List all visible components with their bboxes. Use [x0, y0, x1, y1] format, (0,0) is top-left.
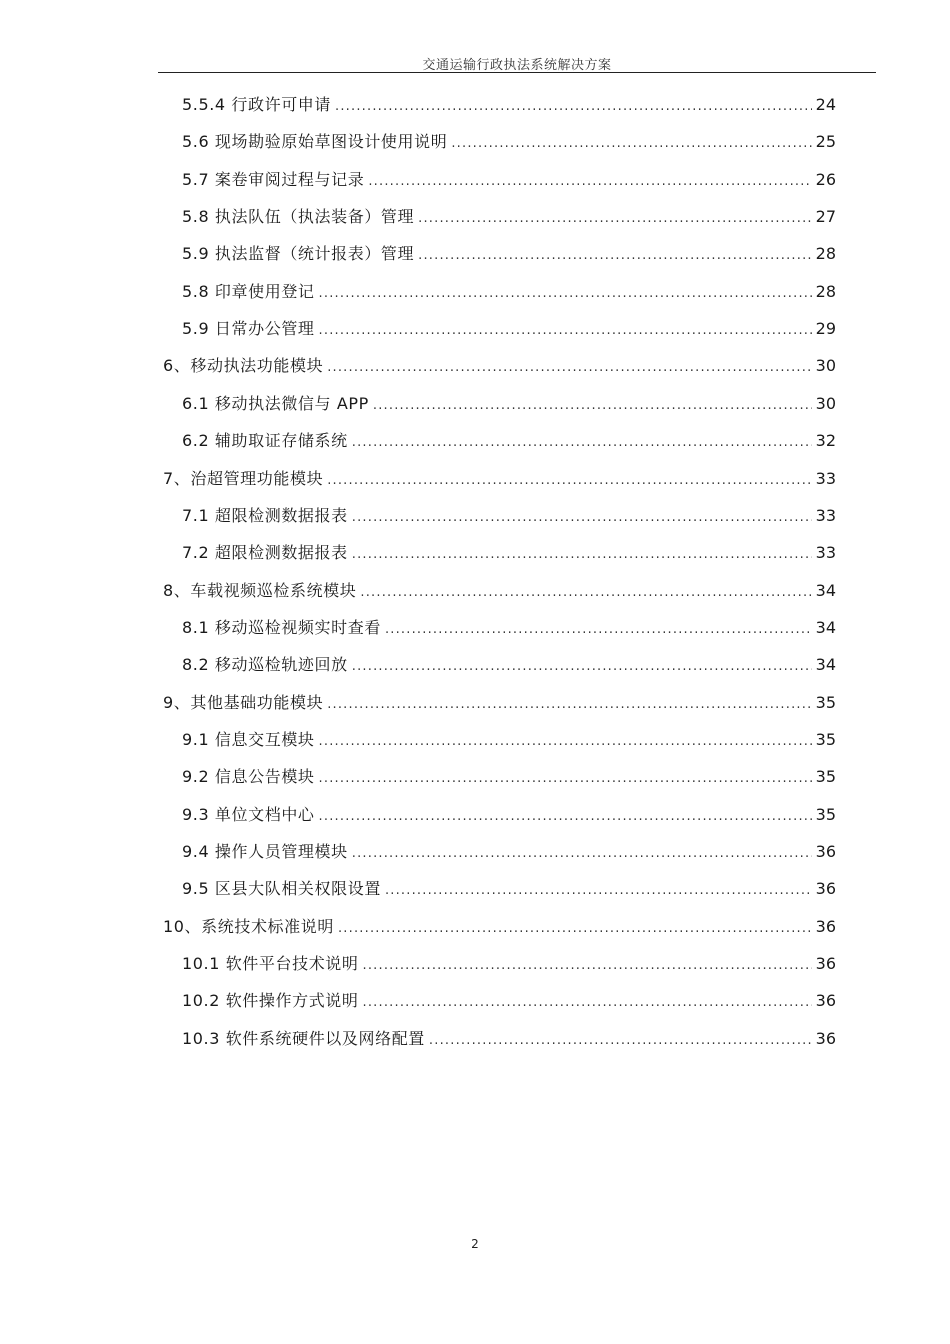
toc-entry-label: 8、车载视频巡检系统模块: [163, 580, 357, 600]
toc-entry-label: 9.3 单位文档中心: [182, 804, 315, 824]
toc-entry[interactable]: [163, 347, 836, 384]
toc-entry[interactable]: [182, 870, 836, 907]
toc-entry-page-number: 26: [815, 169, 836, 189]
toc-dot-leader: [363, 947, 812, 982]
toc-dot-leader: [319, 312, 812, 347]
toc-entry-label: 5.9 执法监督（统计报表）管理: [182, 244, 415, 264]
toc-entry-page-number: 35: [815, 804, 836, 824]
toc-entry[interactable]: [182, 758, 836, 795]
toc-entry-label: 10.1 软件平台技术说明: [182, 954, 359, 974]
toc-dot-leader: [360, 574, 811, 609]
toc-entry-page-number: 30: [815, 356, 836, 376]
toc-entry-page-number: 36: [815, 1028, 836, 1048]
toc-entry[interactable]: [182, 945, 836, 982]
toc-entry[interactable]: [182, 833, 836, 870]
toc-entry-label: 5.7 案卷审阅过程与记录: [182, 169, 365, 189]
toc-dot-leader: [319, 798, 812, 833]
toc-entry-label: 5.8 执法队伍（执法装备）管理: [182, 207, 415, 227]
toc-entry-page-number: 30: [815, 393, 836, 413]
toc-entry-page-number: 35: [815, 692, 836, 712]
toc-entry-label: 9.4 操作人员管理模块: [182, 842, 348, 861]
toc-entry-label: 6.1 移动执法微信与 APP: [182, 393, 369, 413]
toc-entry[interactable]: [182, 1020, 836, 1057]
toc-entry-page-number: 35: [815, 767, 836, 787]
toc-entry[interactable]: [182, 198, 836, 235]
toc-dot-leader: [338, 910, 812, 945]
toc-entry-label: 7.1 超限检测数据报表: [182, 505, 348, 525]
toc-entry[interactable]: [182, 123, 836, 160]
toc-entry-page-number: 27: [815, 207, 836, 227]
toc-entry-page-number: 29: [815, 319, 836, 339]
toc-dot-leader: [319, 723, 812, 758]
toc-dot-leader: [327, 686, 811, 721]
toc-dot-leader: [352, 499, 812, 534]
toc-entry[interactable]: [182, 721, 836, 758]
toc-entry-page-number: 36: [815, 991, 836, 1011]
toc-dot-leader: [418, 200, 812, 235]
toc-entry[interactable]: [182, 982, 836, 1019]
toc-dot-leader: [319, 760, 812, 795]
toc-entry[interactable]: [182, 646, 836, 683]
toc-entry[interactable]: [182, 385, 836, 422]
toc-dot-leader: [373, 387, 812, 422]
toc-entry-label: 5.8 印章使用登记: [182, 281, 315, 301]
toc-entry[interactable]: [163, 572, 836, 609]
toc-dot-leader: [429, 1022, 812, 1057]
toc-entry-label: 8.1 移动巡检视频实时查看: [182, 617, 381, 637]
toc-entry-page-number: 34: [815, 655, 836, 675]
toc-entry-page-number: 34: [815, 580, 836, 600]
toc-entry[interactable]: [182, 235, 836, 272]
toc-entry-page-number: 36: [815, 842, 836, 861]
toc-dot-leader: [352, 424, 812, 459]
toc-entry[interactable]: [182, 310, 836, 347]
toc-entry-page-number: 24: [815, 95, 836, 114]
toc-dot-leader: [418, 237, 812, 272]
toc-entry-label: 6.2 辅助取证存储系统: [182, 431, 348, 451]
toc-dot-leader: [368, 163, 811, 198]
toc-dot-leader: [335, 88, 812, 123]
toc-dot-leader: [363, 984, 812, 1019]
toc-entry[interactable]: [163, 684, 836, 721]
toc-entry-label: 9.5 区县大队相关权限设置: [182, 879, 381, 899]
toc-entry-page-number: 36: [815, 916, 836, 936]
toc-entry-label: 10.3 软件系统硬件以及网络配置: [182, 1028, 425, 1048]
toc-entry-page-number: 36: [815, 879, 836, 899]
toc-dot-leader: [451, 125, 811, 160]
toc-dot-leader: [385, 611, 812, 646]
toc-entry[interactable]: [182, 422, 836, 459]
toc-dot-leader: [327, 349, 811, 384]
header-divider: [158, 72, 876, 73]
toc-entry-page-number: 35: [815, 729, 836, 749]
toc-dot-leader: [352, 536, 812, 571]
toc-entry[interactable]: [182, 273, 836, 310]
page-number: 2: [471, 1237, 479, 1251]
toc-entry-page-number: 34: [815, 617, 836, 637]
toc-entry-label: 7.2 超限检测数据报表: [182, 543, 348, 563]
toc-entry[interactable]: [163, 460, 836, 497]
toc-dot-leader: [352, 648, 812, 683]
toc-entry[interactable]: [182, 796, 836, 833]
toc-entry-label: 9、其他基础功能模块: [163, 692, 324, 712]
toc-entry-label: 7、治超管理功能模块: [163, 468, 324, 488]
toc-entry-page-number: 33: [815, 505, 836, 525]
toc-entry-page-number: 28: [815, 244, 836, 264]
toc-entry-label: 9.2 信息公告模块: [182, 767, 315, 787]
toc-entry-page-number: 28: [815, 281, 836, 301]
toc-entry-label: 8.2 移动巡检轨迹回放: [182, 655, 348, 675]
toc-entry[interactable]: [182, 497, 836, 534]
toc-entry[interactable]: [182, 86, 836, 123]
running-header: 交通运输行政执法系统解决方案: [422, 58, 612, 73]
toc-entry-label: 5.9 日常办公管理: [182, 319, 315, 339]
toc-entry-label: 6、移动执法功能模块: [163, 356, 324, 376]
toc-entry-label: 5.6 现场勘验原始草图设计使用说明: [182, 132, 448, 152]
toc-dot-leader: [319, 275, 812, 310]
toc-entry[interactable]: [182, 609, 836, 646]
toc-entry[interactable]: [182, 161, 836, 198]
toc-entry-label: 5.5.4 行政许可申请: [182, 95, 331, 114]
toc-entry-label: 9.1 信息交互模块: [182, 729, 315, 749]
toc-dot-leader: [352, 835, 812, 870]
toc-entry[interactable]: [182, 534, 836, 571]
toc-dot-leader: [327, 462, 811, 497]
toc-entry-page-number: 33: [815, 468, 836, 488]
toc-entry-page-number: 33: [815, 543, 836, 563]
toc-entry-label: 10、系统技术标准说明: [163, 916, 334, 936]
toc-entry-page-number: 36: [815, 954, 836, 974]
toc-entry-page-number: 32: [815, 431, 836, 451]
toc-dot-leader: [385, 872, 812, 907]
toc-entry-page-number: 25: [815, 132, 836, 152]
toc-entry-label: 10.2 软件操作方式说明: [182, 991, 359, 1011]
toc-entry[interactable]: [163, 908, 836, 945]
